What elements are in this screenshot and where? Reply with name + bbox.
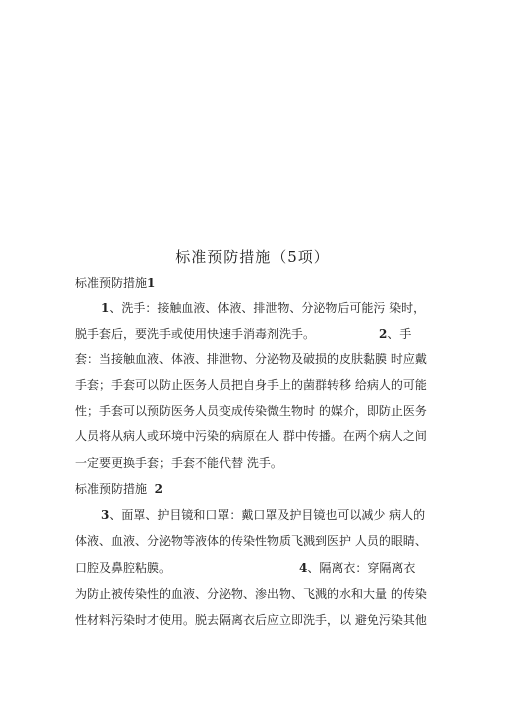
paragraph-line: 脱手套后，要洗手或使用快速手消毒剂洗手。 2、手 (75, 327, 412, 341)
paragraph-line: 手套；手套可以防止医务人员把自身手上的菌群转移 给病人的可能 (75, 378, 427, 392)
section-heading-1: 标准预防措施1 (75, 276, 156, 290)
paragraph-line: 人员将从病人或环境中污染的病原在人 群中传播。在两个病人之间 (75, 429, 427, 443)
section-heading-2: 标准预防措施 2 (75, 482, 164, 496)
document-title: 标准预防措施（5项） (175, 248, 330, 266)
paragraph-line: 一定要更换手套；手套不能代替 洗手。 (75, 456, 283, 470)
paragraph-line: 体液、血液、分泌物等液体的传染性物质飞溅到医护 人员的眼睛、 (75, 534, 427, 548)
paragraph-line: 3、面罩、护目镜和口罩：戴口罩及护目镜也可以减少 病人的 (101, 508, 426, 522)
paragraph-line: 套：当接触血液、体液、排泄物、分泌物及破损的皮肤黏膜 时应戴 (75, 352, 427, 366)
paragraph-line: 1、洗手：接触血液、体液、排泄物、分泌物后可能污 染时， (101, 301, 426, 315)
paragraph-line: 性材料污染时才使用。脱去隔离衣后应立即洗手，以 避免污染其他 (75, 613, 427, 627)
paragraph-line: 为防止被传染性的血液、分泌物、渗出物、飞溅的水和大量 的传染 (75, 587, 427, 601)
paragraph-line: 性；手套可以预防医务人员变成传染微生物时 的媒介，即防止医务 (75, 404, 427, 418)
paragraph-line: 口腔及鼻腔粘膜。 4、隔离衣：穿隔离衣 (75, 561, 416, 575)
